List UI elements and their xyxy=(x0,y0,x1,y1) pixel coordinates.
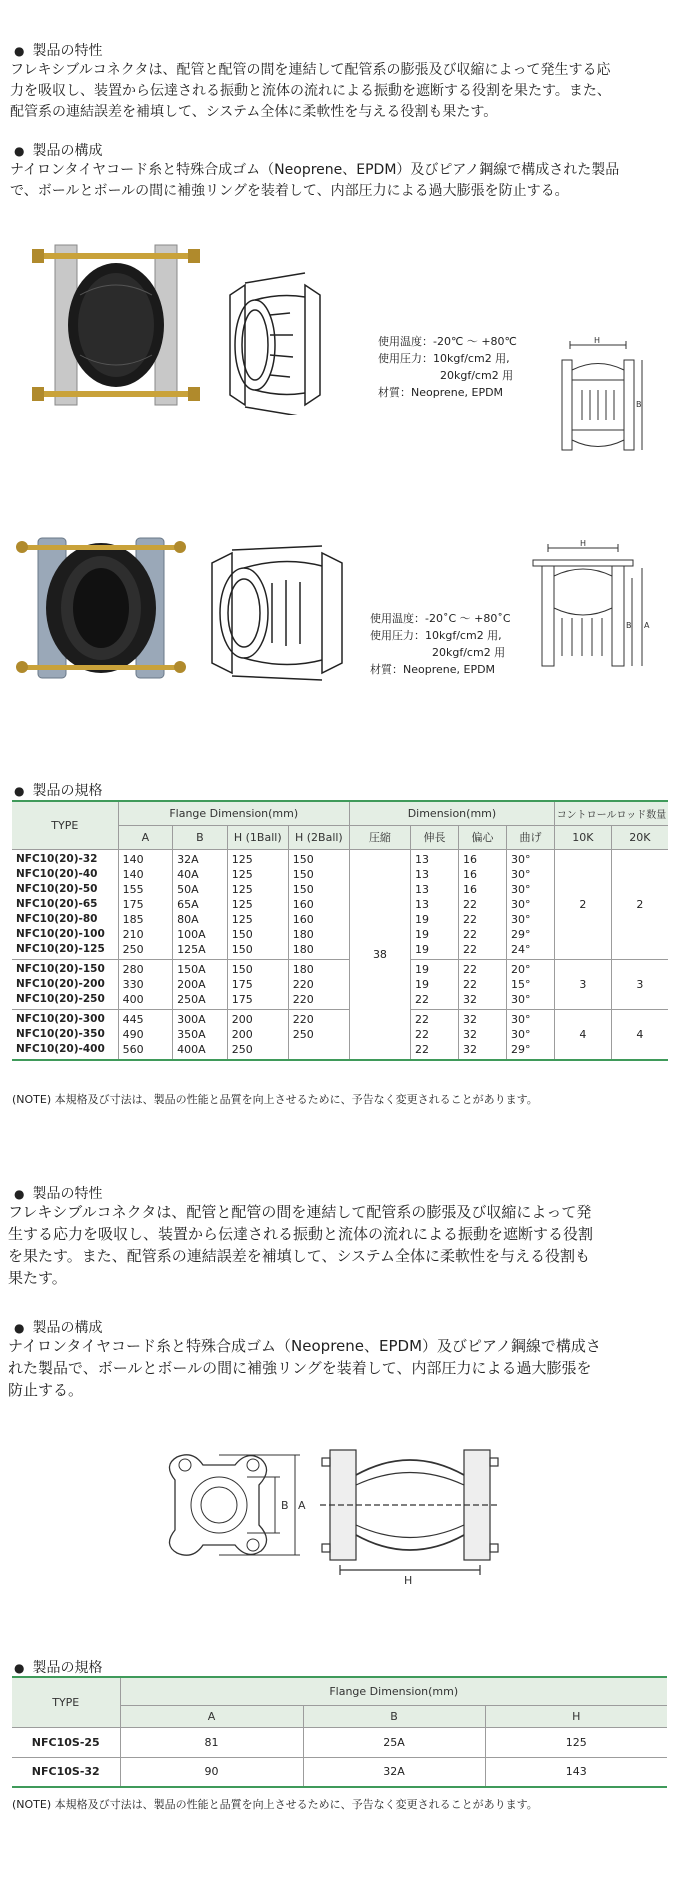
cell-eccentric-line: 22 xyxy=(462,942,477,956)
th-h1ball: H (1Ball) xyxy=(227,825,288,849)
cell-bend-line: 30° xyxy=(510,882,531,896)
feature-heading-2: ● 製品の特性 xyxy=(14,1183,102,1203)
dim-label-b: B xyxy=(626,621,632,630)
th-flange-dimension: Flange Dimension(mm) xyxy=(118,801,349,825)
composition-line: れた製品で、ボールとボールの間に補強リングを装着して、内部圧力による過大膨張を xyxy=(8,1359,592,1377)
spec-table-heading-1: ● 製品の規格 xyxy=(14,780,102,800)
composition-paragraph-2 xyxy=(8,1335,678,1401)
spec-table-2 xyxy=(12,1676,667,1788)
cell-h1ball xyxy=(227,1009,288,1060)
cell-extension-line: 13 xyxy=(414,852,429,866)
cell-h2ball xyxy=(288,959,349,1009)
expansion-joint-photo-2 xyxy=(8,520,193,685)
cell-20k: 3 xyxy=(636,977,644,991)
cell-eccentric-line: 16 xyxy=(462,882,477,896)
cell-type-line: NFC10(20)-80 xyxy=(16,912,98,925)
cell-b-line: 125A xyxy=(177,942,206,956)
cell-h1ball-line: 150 xyxy=(231,927,253,941)
cell-type: NFC10S-25 xyxy=(12,1727,120,1757)
cell-h1ball xyxy=(227,849,288,959)
cell-b-line: 50A xyxy=(177,882,199,896)
cell-h1ball-line: 150 xyxy=(231,942,253,956)
cell-type-line: NFC10(20)-100 xyxy=(16,927,105,940)
cell-h1ball-line: 175 xyxy=(231,992,253,1006)
cell-a-line: 185 xyxy=(122,912,144,926)
cell-h1ball-line: 125 xyxy=(231,882,253,896)
th-extension: 伸長 xyxy=(410,825,458,849)
spec-pressure: 使用圧力：10kgf/cm2 用, xyxy=(378,352,510,365)
cell-b-line: 100A xyxy=(177,927,206,941)
cell-extension-line: 19 xyxy=(414,962,429,976)
composition-heading-1: ● 製品の構成 xyxy=(14,140,102,160)
cell-10k: 2 xyxy=(554,849,611,959)
cell-h2ball-line: 160 xyxy=(292,897,314,911)
dim-label-h: H xyxy=(594,336,601,345)
cell-a-line: 210 xyxy=(122,927,144,941)
cell-bend-line: 30° xyxy=(510,897,531,911)
cell-b xyxy=(173,849,228,959)
th-20k: 20K xyxy=(611,825,668,849)
cell-h1ball-line: 175 xyxy=(231,977,253,991)
cell-a xyxy=(118,959,173,1009)
cell-type: NFC10S-32 xyxy=(12,1757,120,1787)
cell-extension-line: 19 xyxy=(414,912,429,926)
cell-10k: 3 xyxy=(554,959,611,1009)
th2-type: TYPE xyxy=(12,1677,120,1727)
cell-eccentric xyxy=(458,849,506,959)
cell-b-line: 40A xyxy=(177,867,199,881)
th-10k: 10K xyxy=(554,825,611,849)
cell-b-line: 65A xyxy=(177,897,199,911)
cell-extension xyxy=(410,959,458,1009)
cell-h2ball-line: 180 xyxy=(292,942,314,956)
feature-heading-1: ● 製品の特性 xyxy=(14,40,102,60)
cell-type-line: NFC10(20)-32 xyxy=(16,852,98,865)
cell-bend xyxy=(506,849,554,959)
th-h2ball: H (2Ball) xyxy=(288,825,349,849)
expansion-joint-drawing-2 xyxy=(202,538,357,683)
expansion-joint-photo-1 xyxy=(20,235,230,415)
cell-bend-line: 15° xyxy=(510,977,531,991)
cell-extension-line: 19 xyxy=(414,927,429,941)
spec-table-2-grid xyxy=(12,1676,667,1788)
cell-bend xyxy=(506,959,554,1009)
cell-eccentric-line: 22 xyxy=(462,927,477,941)
table-note-2: (NOTE) 本規格及び寸法は、製品の性能と品質を向上させるために、予告なく変更されることがあります。 xyxy=(12,1798,538,1811)
cell-type-line: NFC10(20)-250 xyxy=(16,992,105,1005)
cell-a: 81 xyxy=(120,1727,303,1757)
cell-eccentric-line: 32 xyxy=(462,1042,477,1056)
cell-h2ball-line: 160 xyxy=(292,912,314,926)
cell-20k: 4 xyxy=(636,1027,644,1041)
cell-b-line: 80A xyxy=(177,912,199,926)
cell-a-line: 330 xyxy=(122,977,144,991)
feature-line: 果たす。 xyxy=(8,1269,67,1287)
cell-type-line: NFC10(20)-400 xyxy=(16,1042,105,1055)
th-eccentric: 偏心 xyxy=(458,825,506,849)
cell-a-line: 280 xyxy=(122,962,144,976)
cell-eccentric-line: 22 xyxy=(462,912,477,926)
cell-type xyxy=(12,959,118,1009)
cell-bend-line: 29° xyxy=(510,1042,531,1056)
th-control-rod: コントロールロッド数量 xyxy=(554,801,668,825)
cell-b-line: 32A xyxy=(177,852,199,866)
cell-b: 32A xyxy=(303,1757,485,1787)
cell-h2ball-line: 150 xyxy=(292,867,314,881)
table-row-group xyxy=(12,849,668,959)
cell-a-line: 400 xyxy=(122,992,144,1006)
spec-table-1 xyxy=(12,800,668,1061)
spec-block-2 xyxy=(370,610,511,678)
cell-h2ball-line: 220 xyxy=(292,1012,314,1026)
cell-bend-line: 30° xyxy=(510,912,531,926)
cell-a-line: 560 xyxy=(122,1042,144,1056)
cell-h2ball-line: 180 xyxy=(292,962,314,976)
table-row-group xyxy=(12,1009,668,1060)
spec-pressure: 使用圧力：10kgf/cm2 用, xyxy=(370,629,502,642)
dim-label-b: B xyxy=(636,400,642,409)
cell-eccentric-line: 22 xyxy=(462,897,477,911)
cell-extension-line: 13 xyxy=(414,882,429,896)
cell-extension-line: 13 xyxy=(414,897,429,911)
feature-paragraph-1 xyxy=(10,60,675,123)
cell-type-line: NFC10(20)-200 xyxy=(16,977,105,990)
cell-bend-line: 30° xyxy=(510,852,531,866)
cell-b-line: 400A xyxy=(177,1042,206,1056)
cell-type-line: NFC10(20)-150 xyxy=(16,962,105,975)
cell-h1ball-line: 200 xyxy=(231,1027,253,1041)
cell-eccentric-line: 22 xyxy=(462,977,477,991)
cell-type-line: NFC10(20)-300 xyxy=(16,1012,105,1025)
spec-pressure-2: 20kgf/cm2 用 xyxy=(432,646,506,659)
cell-type xyxy=(12,849,118,959)
dim-label-h2: H xyxy=(404,1574,413,1587)
cell-h2ball-line: 250 xyxy=(292,1027,314,1041)
cell-a-line: 140 xyxy=(122,852,144,866)
cell-h: 143 xyxy=(565,1765,587,1779)
cell-eccentric-line: 16 xyxy=(462,867,477,881)
cell-extension-line: 13 xyxy=(414,867,429,881)
spec-material: 材質：Neoprene, EPDM xyxy=(378,386,504,399)
cell-bend-line: 20° xyxy=(510,962,531,976)
cell-bend-line: 30° xyxy=(510,1012,531,1026)
spec-temperature: 使用温度：-20˚C ～ +80˚C xyxy=(370,612,511,625)
th-b: B xyxy=(173,825,228,849)
cell-extension-line: 22 xyxy=(414,1027,429,1041)
cell-eccentric xyxy=(458,1009,506,1060)
th2-a: A xyxy=(120,1705,303,1727)
cell-h1ball-line: 125 xyxy=(231,897,253,911)
table-note-1: (NOTE) 本規格及び寸法は、製品の性能と品質を向上させるために、予告なく変更されることがあります。 xyxy=(12,1093,538,1106)
feature-paragraph-2 xyxy=(8,1201,678,1289)
cell-extension-line: 22 xyxy=(414,1012,429,1026)
cell-h2ball-line xyxy=(293,1042,345,1057)
cell-10k: 4 xyxy=(554,1009,611,1060)
cell-type-line: NFC10(20)-350 xyxy=(16,1027,105,1040)
cell-compression: 38 xyxy=(349,849,410,1060)
composition-paragraph-1 xyxy=(10,160,675,202)
dimension-drawing-1 xyxy=(548,335,648,465)
spec-block-1 xyxy=(378,333,517,401)
cell-extension-line: 22 xyxy=(414,992,429,1006)
cell-b-line: 300A xyxy=(177,1012,206,1026)
composition-line: ナイロンタイヤコード糸と特殊合成ゴム（Neoprene、EPDM）及びピアノ鋼線で構成さ xyxy=(8,1337,601,1355)
composition-line: 防止する。 xyxy=(8,1381,84,1399)
expansion-joint-drawing-1 xyxy=(215,265,335,415)
spec-table-1-grid xyxy=(12,800,668,1061)
th-dimension: Dimension(mm) xyxy=(349,801,554,825)
cell-h1ball-line: 250 xyxy=(231,1042,253,1056)
cell-b xyxy=(173,1009,228,1060)
flange-front-drawing xyxy=(155,1445,310,1565)
cell-a-line: 175 xyxy=(122,897,144,911)
table-row-group xyxy=(12,959,668,1009)
cell-h2ball-line: 150 xyxy=(292,852,314,866)
cell-type xyxy=(12,1009,118,1060)
th-bend: 曲げ xyxy=(506,825,554,849)
cell-h1ball-line: 125 xyxy=(231,852,253,866)
cell-b-line: 350A xyxy=(177,1027,206,1041)
feature-line: を果たす。また、配管系の連結誤差を補填して、システム全体に柔軟性を与える役割も xyxy=(8,1247,591,1265)
spec-pressure-2: 20kgf/cm2 用 xyxy=(440,369,514,382)
feature-line: フレキシブルコネクタは、配管と配管の間を連結して配管系の膨張及び収縮によって発生する応 xyxy=(10,62,611,78)
th-compression: 圧縮 xyxy=(349,825,410,849)
cell-eccentric-line: 22 xyxy=(462,962,477,976)
cell-a-line: 250 xyxy=(122,942,144,956)
th2-flange-dimension: Flange Dimension(mm) xyxy=(120,1677,667,1705)
cell-b-line: 200A xyxy=(177,977,206,991)
cell-bend-line: 24° xyxy=(510,942,531,956)
dim-label-a: A xyxy=(644,621,650,630)
cell-bend-line: 30° xyxy=(510,992,531,1006)
dim-label-b2: B xyxy=(281,1499,289,1512)
cell-h1ball-line: 200 xyxy=(231,1012,253,1026)
dimension-drawing-2 xyxy=(528,538,653,678)
cell-h2ball-line: 150 xyxy=(292,882,314,896)
feature-line: 配管系の連結誤差を補填して、システム全体に柔軟性を与える役割も果たす。 xyxy=(10,104,498,120)
cell-b-line: 250A xyxy=(177,992,206,1006)
cell-h1ball-line: 125 xyxy=(231,867,253,881)
cell-h: 125 xyxy=(565,1735,587,1749)
th-type: TYPE xyxy=(12,801,118,849)
dim-label-a2: A xyxy=(298,1499,306,1512)
cell-eccentric-line: 32 xyxy=(462,992,477,1006)
cell-eccentric-line: 32 xyxy=(462,1027,477,1041)
cell-type-line: NFC10(20)-65 xyxy=(16,897,98,910)
joint-section-drawing xyxy=(320,1440,500,1585)
cell-bend-line: 30° xyxy=(510,1027,531,1041)
cell-h1ball-line: 150 xyxy=(231,962,253,976)
cell-eccentric xyxy=(458,959,506,1009)
composition-line: ナイロンタイヤコード糸と特殊合成ゴム（Neoprene、EPDM）及びピアノ鋼線で構成された製品 xyxy=(10,162,620,178)
cell-a-line: 155 xyxy=(122,882,144,896)
cell-bend xyxy=(506,1009,554,1060)
cell-extension-line: 19 xyxy=(414,977,429,991)
cell-20k: 2 xyxy=(636,897,644,911)
cell-a xyxy=(118,849,173,959)
cell-extension xyxy=(410,849,458,959)
composition-heading-2: ● 製品の構成 xyxy=(14,1317,102,1337)
cell-b-line: 150A xyxy=(177,962,206,976)
table-row xyxy=(12,1757,667,1787)
cell-type-line: NFC10(20)-125 xyxy=(16,942,105,955)
cell-b: 25A xyxy=(303,1727,485,1757)
feature-line: フレキシブルコネクタは、配管と配管の間を連結して配管系の膨張及び収縮によって発 xyxy=(8,1203,592,1221)
cell-h1ball-line: 125 xyxy=(231,912,253,926)
cell-h2ball xyxy=(288,1009,349,1060)
cell-h2ball-line: 220 xyxy=(292,992,314,1006)
th-a: A xyxy=(118,825,173,849)
cell-b xyxy=(173,959,228,1009)
cell-h2ball-line: 220 xyxy=(292,977,314,991)
cell-bend-line: 29° xyxy=(510,927,531,941)
cell-eccentric-line: 16 xyxy=(462,852,477,866)
cell-a: 90 xyxy=(120,1757,303,1787)
cell-h2ball xyxy=(288,849,349,959)
cell-type-line: NFC10(20)-40 xyxy=(16,867,98,880)
table-row xyxy=(12,1727,667,1757)
spec-table-heading-2: ● 製品の規格 xyxy=(14,1657,102,1677)
feature-line: 力を吸収し、装置から伝達される振動と流体の流れによる振動を遮断する役割を果たす。また、 xyxy=(10,83,611,99)
composition-line: で、ボールとボールの間に補強リングを装着して、内部圧力による過大膨張を防止する。 xyxy=(10,183,569,199)
cell-extension-line: 22 xyxy=(414,1042,429,1056)
cell-type-line: NFC10(20)-50 xyxy=(16,882,98,895)
cell-eccentric-line: 32 xyxy=(462,1012,477,1026)
th2-b: B xyxy=(303,1705,485,1727)
th2-h: H xyxy=(485,1705,667,1727)
cell-a-line: 445 xyxy=(122,1012,144,1026)
cell-h1ball xyxy=(227,959,288,1009)
dim-label-h: H xyxy=(580,539,587,548)
feature-line: 生する応力を吸収し、装置から伝達される振動と流体の流れによる振動を遮断する役割 xyxy=(8,1225,594,1243)
cell-a-line: 140 xyxy=(122,867,144,881)
cell-extension-line: 19 xyxy=(414,942,429,956)
spec-table-1-body xyxy=(12,849,668,1060)
spec-material: 材質：Neoprene, EPDM xyxy=(370,663,496,676)
cell-h2ball-line: 180 xyxy=(292,927,314,941)
spec-temperature: 使用温度：-20℃ ～ +80℃ xyxy=(378,335,517,348)
cell-extension xyxy=(410,1009,458,1060)
cell-bend-line: 30° xyxy=(510,867,531,881)
cell-a xyxy=(118,1009,173,1060)
cell-a-line: 490 xyxy=(122,1027,144,1041)
